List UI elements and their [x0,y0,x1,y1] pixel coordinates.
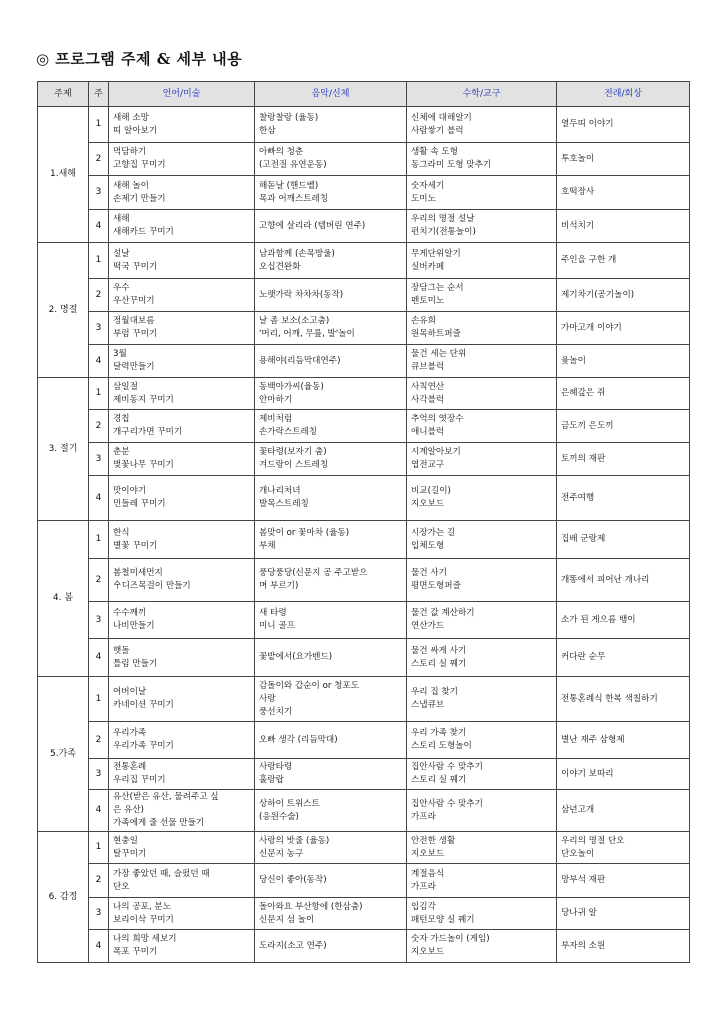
math-tools-cell: 물건 값 계산하기 연산가드 [407,602,557,639]
music-body-cell: 봄맞이 or 꽃마차 (율동) 부채 [255,521,407,559]
table-row [38,864,690,898]
header-tradition: 전래/회상 [557,82,690,107]
music-body-cell: 남과함께 (손목방울) 오십견완화 [255,243,407,279]
math-tools-cell: 시계알아보기 엽전교구 [407,443,557,476]
music-body-cell: 동백아가씨(율동) 안마하기 [255,378,407,410]
table-row [38,832,690,864]
language-art-cell: 수수께끼 나비만들기 [109,602,255,639]
music-body-cell: 제비처럼 손가락스트레칭 [255,410,407,443]
language-art-cell: 전통혼례 우리집 꾸미기 [109,759,255,790]
week-cell: 1 [89,378,109,410]
tradition-cell: 망부석 재판 [557,864,690,898]
math-tools-cell: 우리 집 찾기 스냅큐브 [407,677,557,722]
tradition-cell: 삼년고개 [557,790,690,832]
table-row [38,559,690,602]
tradition-cell: 소가 된 게으름 뱅이 [557,602,690,639]
math-tools-cell: 안전한 생활 지오보드 [407,832,557,864]
week-cell: 1 [89,521,109,559]
math-tools-cell: 우리의 명절 설날 펀치기(전통놀이) [407,210,557,243]
table-row [38,410,690,443]
music-body-cell: 아빠의 청춘 (고전질 유연운동) [255,143,407,176]
week-cell: 4 [89,210,109,243]
math-tools-cell: 숫자 가드놀이 (게임) 지오보드 [407,930,557,963]
language-art-cell: 나의 공포, 분노 보리이삭 꾸미기 [109,898,255,930]
language-art-cell: 한식 별꽃 꾸미기 [109,521,255,559]
tradition-cell: 가마고개 이야기 [557,312,690,345]
week-cell: 2 [89,410,109,443]
music-body-cell: 꽃밭에서(요가밴드) [255,639,407,677]
tradition-cell: 별난 재주 삼형제 [557,722,690,759]
program-table [37,81,690,963]
music-body-cell: 노랫가락 차차차(동작) [255,279,407,312]
math-tools-cell: 신체에 대해알기 사람쌓기 블럭 [407,107,557,143]
music-body-cell: 도라지(소고 연주) [255,930,407,963]
theme-cell: 6. 감정 [38,832,89,963]
week-cell: 3 [89,176,109,210]
math-tools-cell: 입김각 패턴모양 실 꿰기 [407,898,557,930]
math-tools-cell: 물건 사기 평면도형퍼즐 [407,559,557,602]
math-tools-cell: 계절음식 가프라 [407,864,557,898]
week-cell: 2 [89,722,109,759]
music-body-cell: 개나리처녀 발목스트레칭 [255,476,407,521]
language-art-cell: 어버이날 카네이션 꾸미기 [109,677,255,722]
theme-cell: 4. 봄 [38,521,89,677]
header-music-body: 음악/신체 [255,82,407,107]
music-body-cell: 용해야(리듬막대연주) [255,345,407,378]
week-cell: 4 [89,476,109,521]
tradition-cell: 호떡장사 [557,176,690,210]
music-body-cell: 돌아와요 부산항에 (한삼춤) 신문지 섬 놀이 [255,898,407,930]
table-row [38,143,690,176]
tradition-cell: 개똥에서 피어난 개나리 [557,559,690,602]
table-row [38,521,690,559]
math-tools-cell: 시장가는 길 입체도형 [407,521,557,559]
music-body-cell: 당신이 좋아(동작) [255,864,407,898]
table-row [38,176,690,210]
week-cell: 2 [89,279,109,312]
page-title: ◎ 프로그램 주제 & 세부 내용 [36,50,243,68]
math-tools-cell: 우리 가족 찾기 스토리 도형놀이 [407,722,557,759]
language-art-cell: 유산(받은 유산, 물려주고 싶 은 유산) 가족에게 줄 선물 만들기 [109,790,255,832]
week-cell: 4 [89,345,109,378]
language-art-cell: 새해 소망 띠 알아보기 [109,107,255,143]
tradition-cell: 제기차기(공기놀이) [557,279,690,312]
language-art-cell: 새해 새해카드 꾸미기 [109,210,255,243]
table-row [38,443,690,476]
table-row [38,602,690,639]
tradition-cell: 주인을 구한 개 [557,243,690,279]
table-row [38,722,690,759]
language-art-cell: 설날 떡국 꾸미기 [109,243,255,279]
table-row [38,243,690,279]
language-art-cell: 우수 우산꾸미기 [109,279,255,312]
music-body-cell: 사랑의 밧줄 (율동) 신문지 농구 [255,832,407,864]
tradition-cell: 우리의 명절 단오 단오놀이 [557,832,690,864]
theme-cell: 3. 절기 [38,378,89,521]
math-tools-cell: 생활 속 도형 동그라미 도형 맞추기 [407,143,557,176]
music-body-cell: 고향에 살리라 (템버린 연주) [255,210,407,243]
music-body-cell: 날 좀 보소(소고춤) '머리, 어깨, 무릎, 발'놀이 [255,312,407,345]
theme-cell: 1.새해 [38,107,89,243]
language-art-cell: 삼일절 제비동지 꾸미기 [109,378,255,410]
week-cell: 4 [89,639,109,677]
table-row [38,639,690,677]
table-row [38,279,690,312]
language-art-cell: 새해 놀이 손제기 만들기 [109,176,255,210]
tradition-cell: 투호놀이 [557,143,690,176]
tradition-cell: 열두띠 이야기 [557,107,690,143]
language-art-cell: 가장 좋았던 때, 슬펐던 때 단오 [109,864,255,898]
table-row [38,345,690,378]
table-row [38,898,690,930]
table-header-row [38,82,690,107]
language-art-cell: 3월 달력만들기 [109,345,255,378]
table-row [38,107,690,143]
table-row [38,677,690,722]
week-cell: 1 [89,107,109,143]
tradition-cell: 당나귀 알 [557,898,690,930]
music-body-cell: 새 타령 미니 골프 [255,602,407,639]
week-cell: 1 [89,677,109,722]
music-body-cell: 사랑타령 훌랑랍 [255,759,407,790]
math-tools-cell: 집안사람 수 맞추기 스토리 실 꿰기 [407,759,557,790]
language-art-cell: 춘분 벚꽃나무 꾸미기 [109,443,255,476]
music-body-cell: 찰랑찰랑 (율동) 한삼 [255,107,407,143]
table-row [38,210,690,243]
math-tools-cell: 사칙연산 사각블럭 [407,378,557,410]
week-cell: 3 [89,312,109,345]
tradition-cell: 부자의 소원 [557,930,690,963]
week-cell: 3 [89,602,109,639]
language-art-cell: 맛이야기 민들레 꾸미기 [109,476,255,521]
math-tools-cell: 집안사람 수 맞추기 가프라 [407,790,557,832]
week-cell: 4 [89,930,109,963]
language-art-cell: 정월대보름 부럼 꾸미기 [109,312,255,345]
music-body-cell: 꽃타령(보자기 춤) 겨드랑이 스트레칭 [255,443,407,476]
header-theme: 주제 [38,82,89,107]
language-art-cell: 봄철미세먼지 㐃디즈목걸이 만들기 [109,559,255,602]
tradition-cell: 이야기 보따리 [557,759,690,790]
tradition-cell: 은혜갚은 쥐 [557,378,690,410]
math-tools-cell: 무게단위알기 실버카페 [407,243,557,279]
math-tools-cell: 추억의 엿장수 애니블럭 [407,410,557,443]
theme-cell: 2. 명절 [38,243,89,378]
week-cell: 1 [89,832,109,864]
week-cell: 3 [89,443,109,476]
math-tools-cell: 숫자세기 도미노 [407,176,557,210]
language-art-cell: 먹담하기 고향집 꾸미기 [109,143,255,176]
math-tools-cell: 장담그는 순서 펜토미노 [407,279,557,312]
week-cell: 4 [89,790,109,832]
math-tools-cell: 비교(길이) 지오보드 [407,476,557,521]
table-row [38,790,690,832]
tradition-cell: 토끼의 재판 [557,443,690,476]
tradition-cell: 비석치기 [557,210,690,243]
table-row [38,312,690,345]
header-math-tools: 수학/교구 [407,82,557,107]
header-language-art: 언어/미술 [109,82,255,107]
header-week: 주 [89,82,109,107]
tradition-cell: 커다란 순무 [557,639,690,677]
tradition-cell: 전통혼례식 한복 색칠하기 [557,677,690,722]
tradition-cell: 윷놀이 [557,345,690,378]
week-cell: 2 [89,143,109,176]
music-body-cell: 감돌이와 갑순이 or 청포도 사랑 풍선치기 [255,677,407,722]
music-body-cell: 해돋날 (핸드벨) 목과 어깨스트레칭 [255,176,407,210]
table-row [38,476,690,521]
language-art-cell: 현충일 탈꾸미기 [109,832,255,864]
week-cell: 2 [89,559,109,602]
language-art-cell: 우리가족 우리가족 꾸미기 [109,722,255,759]
language-art-cell: 햇돌 틀림 만들기 [109,639,255,677]
tradition-cell: 전주여행 [557,476,690,521]
table-row [38,378,690,410]
week-cell: 3 [89,898,109,930]
math-tools-cell: 손유희 원목하트퍼즐 [407,312,557,345]
theme-cell: 5.가족 [38,677,89,832]
math-tools-cell: 물건 싸게 사기 스토리 실 꿰기 [407,639,557,677]
week-cell: 1 [89,243,109,279]
week-cell: 3 [89,759,109,790]
math-tools-cell: 물건 세는 단위 큐브블럭 [407,345,557,378]
music-body-cell: 풍당풍당(신문지 공 주고받으 며 부르기) [255,559,407,602]
table-row [38,759,690,790]
language-art-cell: 나의 희망 세보기 폭포 꾸미기 [109,930,255,963]
tradition-cell: 금도끼 은도끼 [557,410,690,443]
tradition-cell: 집배 군랑제 [557,521,690,559]
week-cell: 2 [89,864,109,898]
language-art-cell: 경칩 개구리가면 꾸미기 [109,410,255,443]
table-row [38,930,690,963]
music-body-cell: 오빠 생각 (리듬막대) [255,722,407,759]
music-body-cell: 상하이 트위스트 (응원수술) [255,790,407,832]
